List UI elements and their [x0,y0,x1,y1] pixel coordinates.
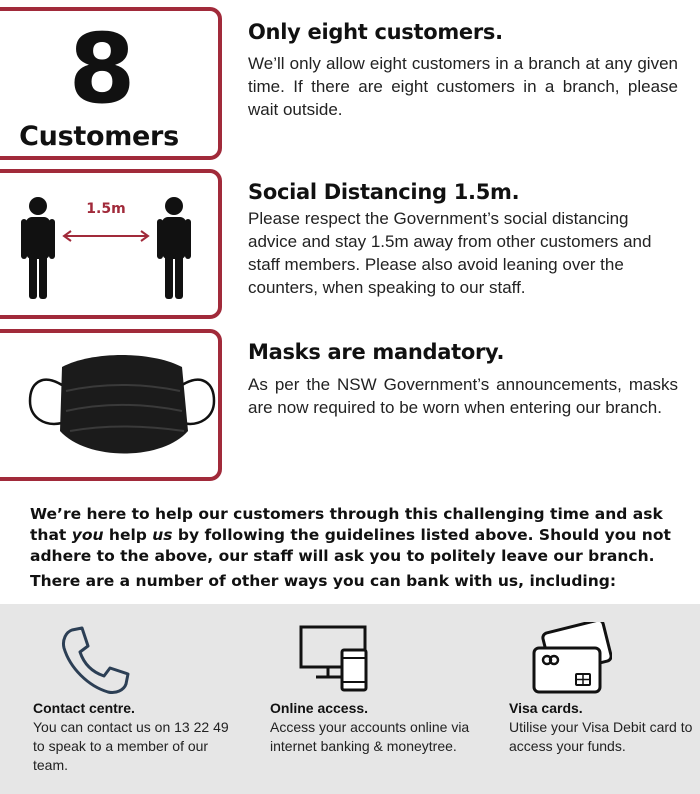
capacity-number: 8 [68,13,136,125]
channel-title: Visa cards. [509,700,583,716]
capacity-label: Customers [19,121,179,152]
phone-icon [58,624,132,696]
channel-online-access [270,699,470,756]
help-message: We’re here to help our customers through this challenging time and ask that you help us by following the guidelines listed above. Should you not adhere to the above, our staff will ask you to politely leave our branch. [30,505,671,565]
channel-visa-cards [509,699,700,756]
ways-intro: There are a number of other ways you can bank with us, including: [30,572,617,590]
masks-box [0,329,222,481]
channel-title: Contact centre. [33,700,135,716]
distancing-illustration [0,173,222,315]
computer-phone-icon [298,624,374,696]
capacity-box [0,7,222,160]
person-right-icon [157,197,191,299]
channel-body: You can contact us on 13 22 49 to speak to a member of our team. [33,719,229,773]
channel-body: Utilise your Visa Debit card to access your funds. [509,719,693,754]
channel-body: Access your accounts online via internet banking & moneytree. [270,719,470,754]
distance-arrow-icon [64,231,148,241]
cards-icon [530,622,612,696]
masks-heading: Masks are mandatory. [248,340,505,364]
person-left-icon [21,197,55,299]
channel-contact-centre [33,699,233,775]
masks-body: As per the NSW Government’s announcements, masks are now required to be worn when entering our branch. [248,375,678,417]
capacity-body: We’ll only allow eight customers in a branch at any given time. If there are eight customers in a branch, please wait outside. [248,54,678,119]
distancing-body: Please respect the Government’s social distancing advice and stay 1.5m away from other customers and staff members. Please also avoid leaning over the counters, when speaking to our staff. [248,209,652,297]
mask-icon [0,333,222,477]
distance-label: 1.5m [86,201,126,217]
capacity-heading: Only eight customers. [248,20,503,44]
distancing-box [0,169,222,319]
distancing-heading: Social Distancing 1.5m. [248,180,520,204]
channel-title: Online access. [270,700,369,716]
